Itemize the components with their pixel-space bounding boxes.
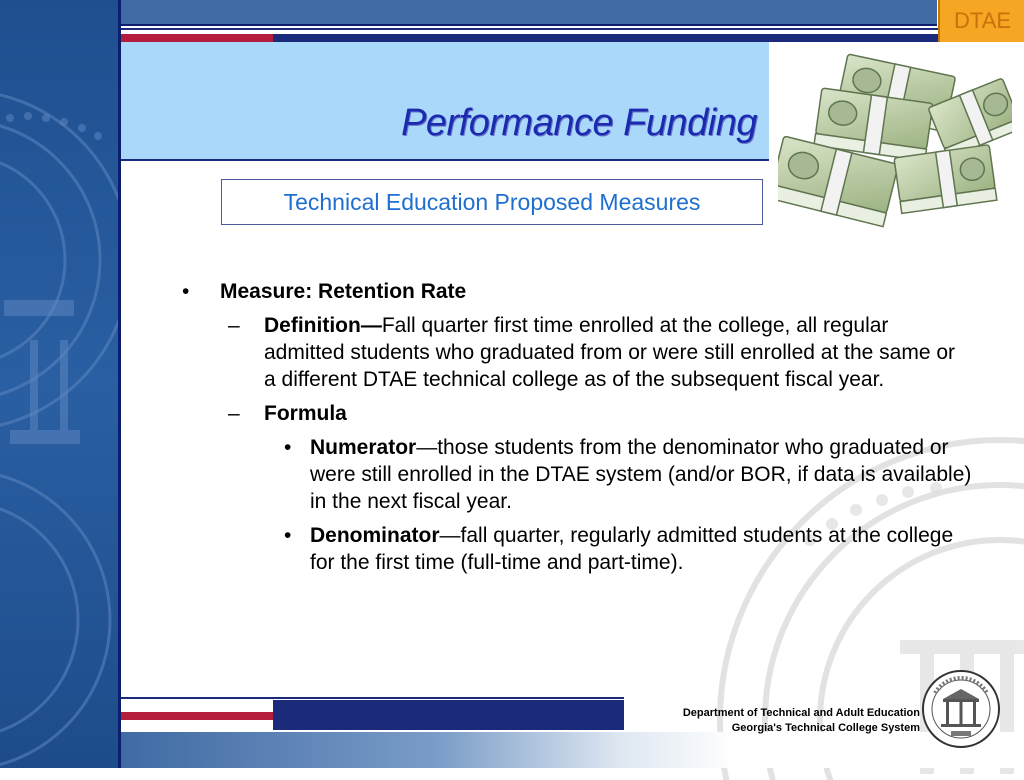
bottom-gradient-bar (121, 732, 1024, 768)
bullet-icon: • (182, 280, 190, 303)
definition-text: Fall quarter first time enrolled at the college, all regular admitted students who graduated from or were still enrolled at the same or a different DTAE technical college as of the subsequent fiscal year. (264, 314, 956, 391)
bullet-icon: • (284, 524, 292, 547)
numerator-item (182, 434, 972, 515)
page-title: Performance Funding (401, 102, 757, 144)
bottom-red-accent (121, 712, 273, 720)
footer-text (630, 706, 920, 736)
dash-icon: – (228, 402, 240, 425)
left-seal-strip (0, 0, 120, 768)
footer-system: Georgia's Technical College System (731, 722, 920, 734)
dtae-tab: DTAE (938, 0, 1024, 42)
top-red-accent (121, 34, 273, 42)
money-stack-icon (778, 48, 1012, 228)
title-underline (121, 159, 769, 161)
denominator-text: —fall quarter, regularly admitted students at the college for the first time (full-time and part-time). (310, 524, 954, 574)
subtitle-box: Technical Education Proposed Measures (221, 179, 763, 225)
dash-icon: – (228, 314, 240, 337)
measure-item (182, 278, 972, 305)
formula-item (182, 400, 972, 427)
footer-department: Department of Technical and Adult Education (682, 707, 920, 719)
definition-item (182, 312, 972, 393)
bottom-navy-bar (273, 700, 624, 730)
numerator-text: —those students from the denominator who graduated or were still enrolled in the DTAE system (and/or BOR, if data is available) in the next fiscal year. (310, 436, 972, 513)
numerator-label: Numerator (310, 436, 417, 459)
top-navy-accent (273, 34, 1024, 42)
measure-label: Measure: Retention Rate (220, 280, 467, 303)
formula-label: Formula (264, 402, 347, 425)
definition-label: Definition— (264, 314, 382, 337)
top-rule (121, 28, 1024, 30)
denominator-label: Denominator (310, 524, 440, 547)
bullet-icon: • (284, 436, 292, 459)
georgia-state-seal-icon (921, 669, 1001, 749)
top-bar (121, 0, 937, 26)
slide-content (182, 278, 972, 576)
left-seal-watermark-icon (0, 0, 120, 768)
denominator-item (182, 522, 972, 576)
bottom-rule (121, 697, 624, 699)
